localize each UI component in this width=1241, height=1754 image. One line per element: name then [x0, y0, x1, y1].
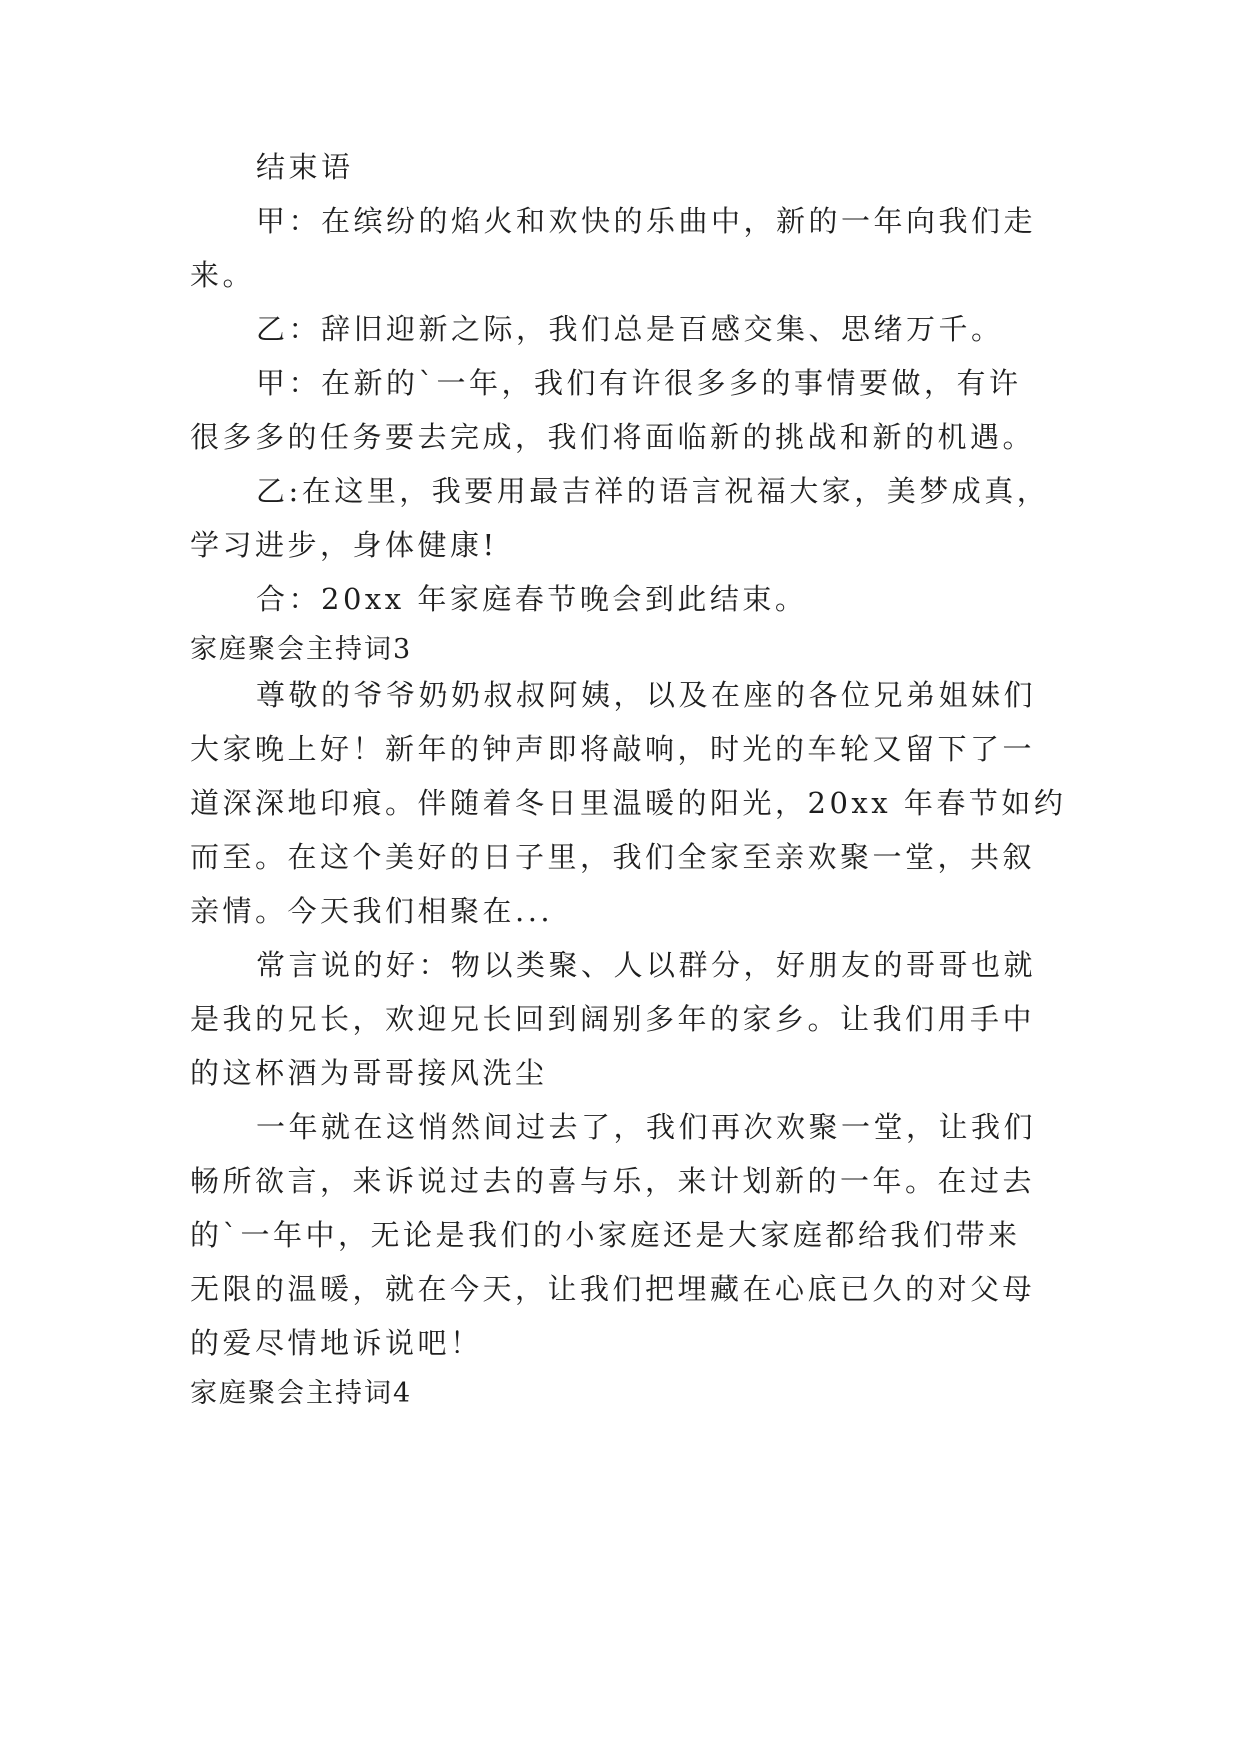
paragraph-line: 的爱尽情地诉说吧！ [190, 1326, 483, 1360]
paragraph-line: 的这杯酒为哥哥接风洗尘 [190, 1056, 548, 1090]
paragraph-line: 亲情。今天我们相聚在... [190, 894, 554, 928]
dialogue-line: 很多多的任务要去完成，我们将面临新的挑战和新的机遇。 [190, 420, 1036, 454]
paragraph-line: 大家晚上好！新年的钟声即将敲响，时光的车轮又留下了一 [190, 732, 1036, 766]
dialogue-line: 合：20xx 年家庭春节晚会到此结束。 [256, 582, 808, 616]
paragraph-line: 常言说的好：物以类聚、人以群分，好朋友的哥哥也就 [256, 948, 1037, 982]
section-title-closing: 结束语 [256, 150, 354, 184]
paragraph-line: 一年就在这悄然间过去了，我们再次欢聚一堂，让我们 [256, 1110, 1037, 1144]
section-heading-3: 家庭聚会主持词3 [190, 634, 413, 665]
paragraph-line: 道深深地印痕。伴随着冬日里温暖的阳光，20xx 年春节如约 [190, 786, 1067, 820]
dialogue-line: 乙:在这里，我要用最吉祥的语言祝福大家，美梦成真， [256, 474, 1050, 508]
paragraph-line: 的`一年中，无论是我们的小家庭还是大家庭都给我们带来 [190, 1218, 1021, 1252]
paragraph-line: 尊敬的爷爷奶奶叔叔阿姨，以及在座的各位兄弟姐妹们 [256, 678, 1037, 712]
dialogue-line: 甲：在缤纷的焰火和欢快的乐曲中，新的一年向我们走 [256, 204, 1037, 238]
dialogue-line: 甲：在新的`一年，我们有许很多多的事情要做，有许 [256, 366, 1022, 400]
paragraph-line: 而至。在这个美好的日子里，我们全家至亲欢聚一堂，共叙 [190, 840, 1036, 874]
dialogue-line: 学习进步，身体健康! [190, 528, 498, 562]
dialogue-line: 来。 [190, 258, 256, 292]
section-heading-4: 家庭聚会主持词4 [190, 1378, 413, 1409]
paragraph-line: 畅所欲言，来诉说过去的喜与乐，来计划新的一年。在过去 [190, 1164, 1036, 1198]
paragraph-line: 是我的兄长，欢迎兄长回到阔别多年的家乡。让我们用手中 [190, 1002, 1036, 1036]
paragraph-line: 无限的温暖，就在今天，让我们把埋藏在心底已久的对父母 [190, 1272, 1036, 1306]
dialogue-line: 乙：辞旧迎新之际，我们总是百感交集、思绪万千。 [256, 312, 1004, 346]
